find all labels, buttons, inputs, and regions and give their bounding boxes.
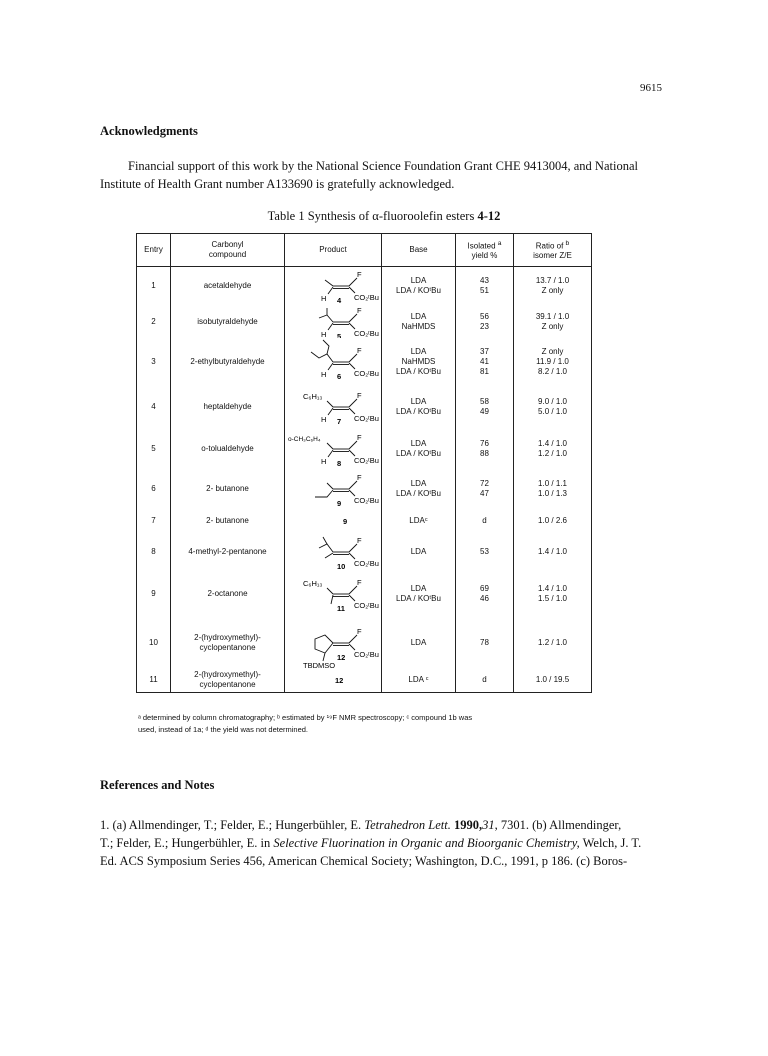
reference-1-line-2: T.; Felder, E.; Hungerbühler, E. in Selective Fluorination in Organic and Bioorganic Chemistry, Welch, J. T.	[100, 836, 642, 850]
cell-yield	[456, 668, 514, 693]
compound-number: 12	[337, 653, 346, 662]
table-caption-compounds: 4-12	[477, 209, 501, 223]
product-structure	[287, 668, 381, 692]
cell-base	[382, 618, 456, 668]
compound-number: 7	[337, 417, 342, 426]
cell-base	[382, 386, 456, 428]
cell-yield-line: 78	[480, 638, 489, 647]
cell-ratio	[514, 618, 592, 668]
cell-base	[382, 534, 456, 569]
cell-product	[285, 668, 382, 693]
cell-yield	[456, 534, 514, 569]
header-base: Base	[382, 234, 456, 267]
cell-product	[285, 618, 382, 668]
ester-label: CO₂ᵗBu	[354, 496, 379, 505]
acknowledgments-text: Financial support of this work by the National Science Foundation Grant CHE 9413004, and National Institute of Health Grant number A133690 is gratefully acknowledged.	[100, 159, 638, 191]
table-row	[137, 428, 592, 470]
cell-yield-line: 56	[480, 311, 489, 321]
cell-entry: 10	[137, 618, 171, 668]
cell-carbonyl-line: cyclopentanone	[199, 680, 256, 689]
cf-bond	[349, 278, 357, 286]
table-row	[137, 534, 592, 569]
cell-yield-line: 72	[480, 478, 489, 488]
cell-ratio-line: Z only	[541, 347, 564, 356]
compound-number: 9	[343, 517, 348, 526]
cell-entry: 5	[137, 428, 171, 470]
footnote-line-2: used, instead of 1a; ᵈ the yield was not determined.	[138, 725, 309, 734]
cell-ratio	[514, 267, 592, 306]
product-structure	[287, 470, 381, 507]
table-row	[137, 470, 592, 507]
methyl-bond	[331, 595, 333, 604]
ester-label: CO₂ᵗBu	[354, 329, 379, 338]
cell-carbonyl	[171, 618, 285, 668]
cell-carbonyl	[171, 569, 285, 618]
ester-label: CO₂ᵗBu	[354, 456, 379, 465]
cell-ratio-line: 39.1 / 1.0	[535, 311, 570, 321]
hexyl-label: C₆H₁₃	[303, 392, 323, 401]
header-product: Product	[285, 234, 382, 267]
cell-base	[382, 507, 456, 534]
cell-carbonyl-line: heptaldehyde	[203, 402, 252, 411]
cell-ratio	[514, 338, 592, 386]
footnote-line-1: ᵃ determined by column chromatography; ᵇ estimated by ¹⁹F NMR spectroscopy; ᶜ compound 1b was	[138, 713, 473, 722]
cell-entry: 11	[137, 668, 171, 693]
fluorine-label: F	[357, 536, 362, 545]
cell-yield-line: 51	[480, 286, 489, 295]
table-row	[137, 618, 592, 668]
cell-ratio	[514, 386, 592, 428]
data-table	[136, 233, 592, 693]
fluorine-label: F	[357, 306, 362, 315]
cell-carbonyl	[171, 338, 285, 386]
ch-bond	[328, 363, 333, 370]
cell-product	[285, 338, 382, 386]
fluorine-label: F	[357, 270, 362, 279]
cell-ratio-line: Z only	[541, 286, 564, 295]
table-1	[136, 233, 591, 701]
cell-carbonyl	[171, 668, 285, 693]
cell-product	[285, 507, 382, 534]
cf-bond	[349, 481, 357, 489]
compound-number: 12	[335, 676, 344, 685]
cell-base-line: LDA / KOᵗBu	[396, 593, 441, 603]
cf-bond	[349, 354, 357, 362]
cell-ratio-line: 1.2 / 1.0	[538, 638, 567, 647]
cf-bond	[349, 314, 357, 322]
cell-product	[285, 534, 382, 569]
cell-yield-line: d	[482, 515, 487, 525]
cell-base-line: LDA	[410, 583, 427, 593]
cell-ratio	[514, 305, 592, 338]
cell-base-line: LDA	[410, 311, 427, 321]
product-structure	[287, 618, 381, 668]
cell-product	[285, 386, 382, 428]
table-row	[137, 569, 592, 618]
cell-carbonyl-line: acetaldehyde	[203, 281, 252, 290]
cell-carbonyl-line: o-tolualdehyde	[201, 444, 254, 453]
cell-base-line: LDA ᶜ	[408, 675, 429, 684]
hydrogen-label: H	[321, 370, 327, 379]
cell-carbonyl	[171, 507, 285, 534]
cell-yield	[456, 618, 514, 668]
cell-entry: 8	[137, 534, 171, 569]
cell-ratio-line: 9.0 / 1.0	[538, 397, 567, 406]
fluorine-label: F	[357, 627, 362, 636]
cell-ratio	[514, 569, 592, 618]
hexyl-label: C₆H₁₃	[303, 579, 323, 588]
reference-1-line-3: Ed. ACS Symposium Series 456, American Chemical Society; Washington, D.C., 1991, p 186. (c) Boros-	[100, 854, 628, 868]
table-row	[137, 507, 592, 534]
cell-base	[382, 470, 456, 507]
cell-yield-line: 53	[480, 546, 489, 556]
header-carbonyl: Carbonyl compound	[171, 234, 285, 267]
cell-base	[382, 569, 456, 618]
cell-carbonyl-line: 2-ethylbutyraldehyde	[190, 357, 265, 366]
cell-yield-line: d	[482, 675, 487, 684]
compound-number: 11	[337, 604, 345, 613]
cf-bond	[349, 544, 357, 552]
cell-carbonyl-line: 2- butanone	[206, 483, 249, 493]
cell-ratio-line: 8.2 / 1.0	[538, 367, 567, 376]
cf-bond	[349, 399, 357, 407]
cell-base-line: LDA	[410, 397, 427, 406]
cell-base-line: LDA	[410, 276, 427, 285]
fluorine-label: F	[357, 473, 362, 482]
cell-ratio-line: 1.4 / 1.0	[538, 439, 567, 448]
cell-product	[285, 305, 382, 338]
table-row	[137, 386, 592, 428]
page-number: 9615	[640, 82, 662, 94]
cell-product	[285, 470, 382, 507]
cell-base-line: LDA / KOᵗBu	[396, 449, 441, 458]
compound-number: 10	[337, 562, 346, 569]
cell-product	[285, 428, 382, 470]
ester-label: CO₂ᵗBu	[354, 369, 379, 378]
alkyl-bond	[325, 280, 333, 286]
ch-bond	[328, 408, 333, 415]
cell-yield-line: 69	[480, 583, 489, 593]
cell-base	[382, 305, 456, 338]
table-row	[137, 305, 592, 338]
cell-ratio-line: 13.7 / 1.0	[535, 276, 570, 285]
cell-yield-line: 88	[480, 449, 489, 458]
cell-product	[285, 569, 382, 618]
cell-base-line: LDA / KOᵗBu	[396, 407, 441, 416]
product-structure	[287, 507, 381, 534]
alkyl-bond	[325, 553, 333, 558]
cell-yield	[456, 507, 514, 534]
cell-yield-line: 81	[480, 367, 489, 376]
table-header-row	[137, 234, 592, 267]
table-row	[137, 267, 592, 306]
cf-bond	[349, 586, 357, 594]
cell-entry: 2	[137, 305, 171, 338]
cell-carbonyl-line: 4-methyl-2-pentanone	[188, 546, 267, 556]
ch-bond	[328, 323, 333, 330]
cell-yield-line: 43	[480, 276, 489, 285]
cell-entry: 1	[137, 267, 171, 306]
table-caption	[0, 209, 768, 224]
cell-base	[382, 338, 456, 386]
cell-ratio-line: 1.0 / 1.3	[538, 488, 567, 498]
cell-ratio	[514, 428, 592, 470]
cell-carbonyl	[171, 470, 285, 507]
cell-base-line: LDA	[410, 638, 427, 647]
product-structure	[287, 534, 381, 569]
header-ratio: Ratio of $^b$ isomer Z/E	[514, 234, 592, 267]
product-structure	[287, 305, 381, 338]
references-list	[100, 816, 670, 870]
cell-base-line: LDA / KOᵗBu	[396, 488, 441, 498]
alkyl-bond	[327, 588, 333, 594]
product-structure	[287, 428, 381, 470]
alkyl-bond	[319, 544, 333, 552]
cell-yield-line: 23	[480, 321, 489, 331]
cell-carbonyl-line: 2- butanone	[206, 515, 249, 525]
cell-ratio	[514, 534, 592, 569]
cell-ratio	[514, 507, 592, 534]
alkyl-bond	[327, 483, 333, 489]
cell-carbonyl	[171, 534, 285, 569]
cyclopentane-ring	[315, 635, 333, 653]
hydrogen-label: H	[321, 294, 327, 303]
ester-label: CO₂ᵗBu	[354, 601, 379, 610]
tolyl-label: o-CH₃C₆H₄	[288, 436, 321, 443]
cell-carbonyl-line: 2-(hydroxymethyl)-	[194, 670, 261, 679]
table-row	[137, 338, 592, 386]
cell-base-line: LDAᶜ	[409, 515, 428, 525]
alkyl-bond	[315, 490, 333, 497]
fluorine-label: F	[357, 433, 362, 442]
cell-base-line: LDA	[410, 478, 427, 488]
ch-bond	[328, 450, 333, 457]
cell-ratio-line: 1.0 / 2.6	[538, 515, 567, 525]
cell-base	[382, 428, 456, 470]
cell-ratio	[514, 470, 592, 507]
product-structure	[287, 267, 381, 305]
cell-product	[285, 267, 382, 306]
cell-yield-line: 47	[480, 488, 489, 498]
cell-yield-line: 37	[480, 347, 489, 356]
ester-label: CO₂ᵗBu	[354, 559, 379, 568]
references-heading: References and Notes	[100, 778, 215, 792]
compound-number: 8	[337, 459, 342, 468]
cf-bond	[349, 635, 357, 643]
header-yield: Isolated $^a$ yield %	[456, 234, 514, 267]
cell-base	[382, 668, 456, 693]
cell-base-line: LDA	[410, 439, 427, 448]
cell-carbonyl-line: 2-(hydroxymethyl)-	[194, 633, 261, 642]
cell-entry: 7	[137, 507, 171, 534]
cell-entry: 9	[137, 569, 171, 618]
table-caption-text: Table 1 Synthesis of α-fluoroolefin esters	[267, 209, 478, 223]
fluorine-label: F	[357, 578, 362, 587]
compound-number: 4	[337, 296, 342, 305]
compound-number: 9	[337, 499, 342, 507]
ch2-bond	[323, 653, 325, 661]
cell-ratio-line: 1.2 / 1.0	[538, 449, 567, 458]
product-structure	[287, 569, 381, 618]
cell-ratio-line: Z only	[541, 321, 564, 331]
hydrogen-label: H	[321, 415, 327, 424]
cell-yield	[456, 386, 514, 428]
cell-ratio-line: 1.0 / 19.5	[535, 675, 570, 684]
fluorine-label: F	[357, 391, 362, 400]
alkyl-bond	[311, 352, 333, 362]
cell-ratio-line: 1.4 / 1.0	[538, 583, 567, 593]
cell-yield-line: 46	[480, 593, 489, 603]
compound-number: 6	[337, 372, 342, 381]
cell-ratio-line: 1.5 / 1.0	[538, 593, 567, 603]
acknowledgments-heading: Acknowledgments	[100, 124, 198, 138]
cell-yield-line: 41	[480, 357, 489, 366]
cell-ratio-line: 5.0 / 1.0	[538, 407, 567, 416]
tbdmso-label: TBDMSO	[303, 661, 336, 668]
cell-entry: 3	[137, 338, 171, 386]
ch-bond	[328, 287, 333, 294]
alkyl-bond	[323, 537, 327, 544]
cell-yield	[456, 267, 514, 306]
hydrogen-label: H	[321, 330, 327, 338]
fluorine-label: F	[357, 346, 362, 355]
cell-carbonyl	[171, 428, 285, 470]
cell-base-line: NaHMDS	[401, 357, 436, 366]
cell-base-line: LDA	[410, 347, 427, 356]
aryl-bond	[327, 443, 333, 449]
cell-ratio-line: 1.4 / 1.0	[538, 546, 567, 556]
cell-carbonyl	[171, 305, 285, 338]
cell-entry: 4	[137, 386, 171, 428]
cell-base-line: LDA / KOᵗBu	[396, 286, 441, 295]
cell-ratio-line: 1.0 / 1.1	[538, 478, 567, 488]
product-structure	[287, 338, 381, 386]
ester-label: CO₂ᵗBu	[354, 293, 379, 302]
cell-yield-line: 58	[480, 397, 489, 406]
table-footnote	[138, 712, 618, 736]
ester-label: CO₂ᵗBu	[354, 650, 379, 659]
alkyl-bond	[327, 401, 333, 407]
cell-yield	[456, 305, 514, 338]
cell-entry: 6	[137, 470, 171, 507]
compound-number: 5	[337, 332, 342, 338]
cell-base-line: LDA	[410, 546, 427, 556]
cell-base-line: NaHMDS	[401, 321, 436, 331]
cell-ratio	[514, 668, 592, 693]
cell-base	[382, 267, 456, 306]
header-entry: Entry	[137, 234, 171, 267]
cell-yield	[456, 569, 514, 618]
cell-yield-line: 49	[480, 407, 489, 416]
cell-yield	[456, 470, 514, 507]
cell-carbonyl	[171, 267, 285, 306]
product-structure	[287, 386, 381, 428]
cell-carbonyl	[171, 386, 285, 428]
cf-bond	[349, 441, 357, 449]
cell-yield	[456, 428, 514, 470]
cell-base-line: LDA / KOᵗBu	[396, 367, 441, 376]
cell-yield-line: 76	[480, 439, 489, 448]
alkyl-bond	[323, 340, 329, 354]
cell-carbonyl-line: isobutyraldehyde	[197, 316, 258, 326]
ester-label: CO₂ᵗBu	[354, 414, 379, 423]
cell-carbonyl-line: 2-octanone	[207, 588, 248, 598]
cell-ratio-line: 11.9 / 1.0	[536, 357, 569, 366]
hydrogen-label: H	[321, 457, 327, 466]
cell-yield	[456, 338, 514, 386]
alkyl-bond	[319, 315, 333, 322]
table-row	[137, 668, 592, 693]
cell-carbonyl-line: cyclopentanone	[199, 643, 256, 652]
reference-1-line-1: 1. (a) Allmendinger, T.; Felder, E.; Hungerbühler, E. Tetrahedron Lett. 1990,31, 7301. (b) Allmendinger,	[100, 818, 622, 832]
